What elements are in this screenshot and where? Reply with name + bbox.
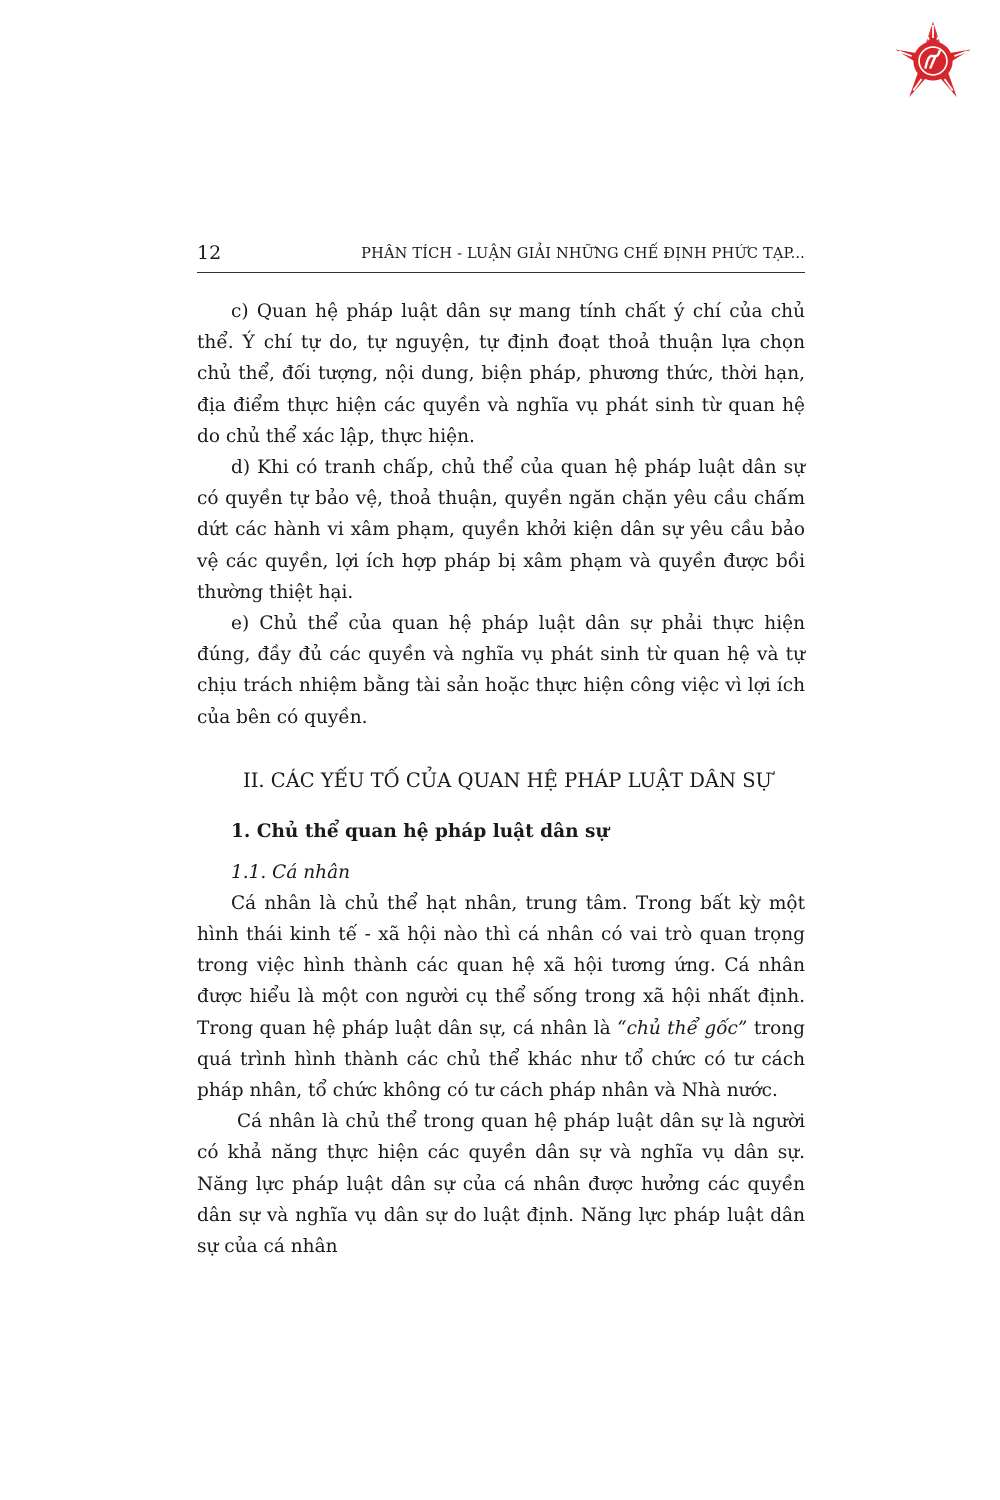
subsubsection-heading: 1.1. Cá nhân bbox=[231, 861, 351, 883]
paragraph-individual-part1: Cá nhân là chủ thể hạt nhân, trung tâm. Trong bất kỳ một hình thái kinh tế - xã hội nào thì cá nhân có vai trò quan trọng trong việc hình thành các quan hệ xã hội tương ứng. Cá nhân được hiểu là một con người cụ thể sống trong xã hội nhất định. Trong quan hệ pháp luật dân sự, cá nhân là bbox=[197, 892, 805, 1039]
paragraph-c: c) Quan hệ pháp luật dân sự mang tính chất ý chí của chủ thể. Ý chí tự do, tự nguyện, tự định đoạt thoả thuận lựa chọn chủ thể, đối tượng, nội dung, biện pháp, phương thức, thời hạn, địa điểm thực hiện các quyền và nghĩa vụ phát sinh từ quan hệ do chủ thể xác lập, thực hiện. bbox=[197, 301, 805, 447]
paragraph-e: e) Chủ thể của quan hệ pháp luật dân sự phải thực hiện đúng, đầy đủ các quyền và nghĩa vụ phát sinh từ quan hệ và tự chịu trách nhiệm bằng tài sản hoặc thực hiện công việc vì lợi ích của bên có quyền. bbox=[197, 613, 805, 728]
paragraph-d: d) Khi có tranh chấp, chủ thể của quan hệ pháp luật dân sự có quyền tự bảo vệ, thoả thuận, quyền ngăn chặn yêu cầu chấm dứt các hành vi xâm phạm, quyền khởi kiện dân sự yêu cầu bảo vệ các quyền, lợi ích hợp pháp bị xâm phạm và quyền được bồi thường thiệt hại. bbox=[197, 457, 805, 603]
paragraph-individual-part2: trong quá trình hình thành các chủ thể khác như tổ chức có tư cách pháp nhân, tổ chức không có tư cách pháp nhân và Nhà nước. bbox=[197, 1017, 806, 1102]
page-body bbox=[197, 296, 805, 1262]
paragraph-capacity: Cá nhân là chủ thể trong quan hệ pháp luật dân sự là người có khả năng thực hiện các quyền dân sự và nghĩa vụ dân sự. Năng lực pháp luật dân sự của cá nhân được hưởng các quyền dân sự và nghĩa vụ dân sự do luật định. Năng lực pháp luật dân sự của cá nhân bbox=[197, 1111, 805, 1258]
subsection-heading: 1. Chủ thể quan hệ pháp luật dân sự bbox=[231, 820, 609, 842]
running-header bbox=[197, 242, 805, 273]
running-title: PHÂN TÍCH - LUẬN GIẢI NHỮNG CHẾ ĐỊNH PHỨC TẠP... bbox=[361, 246, 805, 262]
section-heading: II. CÁC YẾU TỐ CỦA QUAN HỆ PHÁP LUẬT DÂN SỰ bbox=[243, 768, 772, 792]
page-number: 12 bbox=[197, 242, 222, 264]
publisher-logo-icon bbox=[892, 20, 974, 102]
paragraph-individual bbox=[197, 888, 805, 1106]
emphasis-original-subject: “chủ thể gốc” bbox=[617, 1017, 748, 1039]
